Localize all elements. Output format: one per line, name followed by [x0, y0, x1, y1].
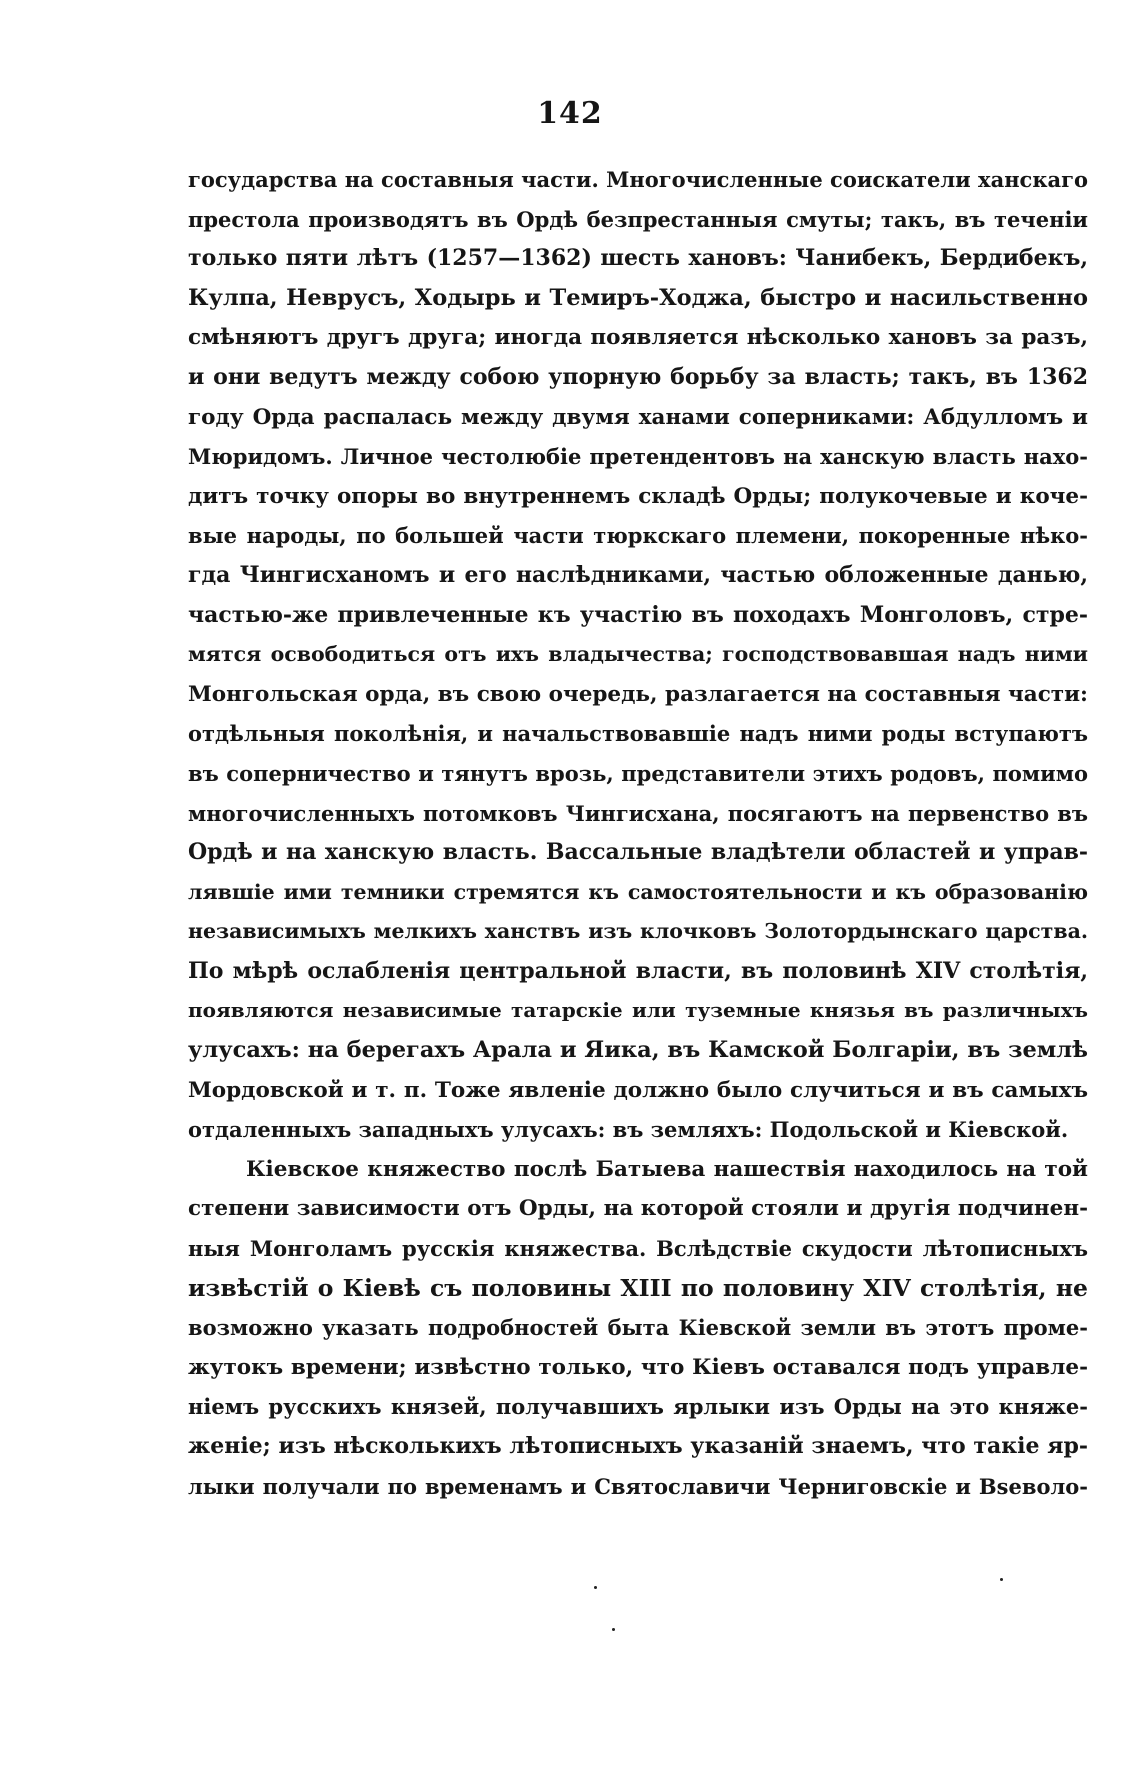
text-line: гда Чингисханомъ и его наслѣдниками, частью обложенные данью, [188, 561, 1088, 588]
ink-speck [594, 1586, 597, 1589]
text-line: въ соперничество и тянутъ врозь, представители этихъ родовъ, помимо [188, 760, 1088, 786]
paragraph-2 [188, 1150, 1088, 1506]
text-line: ніемъ русскихъ князей, получавшихъ ярлыки изъ Орды на это княже- [188, 1394, 1088, 1420]
text-line: По мѣрѣ ослабленія центральной власти, въ половинѣ XIV столѣтія, [188, 957, 1088, 984]
text-line: извѣстій о Кіевѣ съ половины XIII по половину XIV столѣтія, не [188, 1273, 1088, 1302]
text-line: Кіевское княжество послѣ Батыева нашествія находилось на той [246, 1156, 1088, 1182]
text-line: независимыхъ мелкихъ ханствъ изъ клочковъ Золотордынскаго царства. [188, 919, 1088, 944]
text-line: Мюридомъ. Личное честолюбіе претендентовъ на ханскую власть нахо- [188, 444, 1088, 470]
text-line: Кулпа, Неврусъ, Ходырь и Темиръ-Ходжа, быстро и насильственно [188, 284, 1088, 311]
text-line: престола производятъ въ Ордѣ безпрестанныя смуты; такъ, въ теченіи [188, 206, 1088, 232]
text-line: лыки получали по временамъ и Святославичи Черниговскіе и Вsеволо- [188, 1473, 1088, 1499]
text-line: дитъ точку опоры во внутреннемъ складѣ Орды; полукочевые и коче- [188, 483, 1088, 509]
text-line: только пяти лѣтъ (1257—1362) шесть хановъ: Чанибекъ, Бердибекъ, [188, 245, 1088, 272]
ink-speck [612, 1628, 615, 1631]
text-line: женіе; изъ нѣсколькихъ лѣтописныхъ указаній знаемъ, что такіе яр- [188, 1433, 1088, 1459]
text-line: появляются независимые татарскіе или туземные князья въ различныхъ [188, 998, 1088, 1023]
text-line: вые народы, по большей части тюркскаго племени, покоренные нѣко- [188, 523, 1088, 549]
text-line: улусахъ: на берегахъ Арала и Яика, въ Камской Болгаріи, въ землѣ [188, 1037, 1088, 1064]
body-text [188, 160, 1088, 1506]
text-line: Мордовской и т. п. Тоже явленіе должно было случиться и въ самыхъ [188, 1077, 1088, 1103]
text-line: степени зависимости отъ Орды, на которой стояли и другія подчинен- [188, 1196, 1088, 1222]
text-line: многочисленныхъ потомковъ Чингисхана, посягаютъ на первенство въ [188, 800, 1088, 826]
text-line: мятся освободиться отъ ихъ владычества; господствовавшая надъ ними [188, 642, 1088, 667]
text-line: частью-же привлеченные къ участію въ походахъ Монголовъ, стре- [188, 601, 1088, 628]
text-line: жутокъ времени; извѣстно только, что Кіевъ оставался подъ управле- [188, 1354, 1088, 1380]
text-line: смѣняютъ другъ друга; иногда появляется нѣсколько хановъ за разъ, [188, 325, 1088, 351]
ink-speck [1000, 1578, 1003, 1581]
text-line: государства на составныя части. Многочисленные соискатели ханскаго [188, 167, 1088, 192]
paragraph-1 [188, 160, 1088, 1150]
text-line: отдаленныхъ западныхъ улусахъ: въ земляхъ: Подольской и Кіевской. [188, 1117, 1069, 1143]
text-line: и они ведутъ между собою упорную борьбу за власть; такъ, въ 1362 [188, 363, 1088, 390]
text-line: отдѣльныя поколѣнія, и начальствовавшіе надъ ними роды вступаютъ [188, 721, 1088, 747]
text-line: возможно указать подробностей быта Кіевской земли въ этотъ проме- [188, 1315, 1088, 1341]
text-line: году Орда распалась между двумя ханами соперниками: Абдулломъ и [188, 404, 1088, 430]
page-number: 142 [537, 96, 603, 131]
text-line: ныя Монголамъ русскія княжества. Вслѣдствіе скудости лѣтописныхъ [188, 1236, 1088, 1262]
text-line: Монгольская орда, въ свою очередь, разлагается на составныя части: [188, 681, 1088, 707]
text-line: Ордѣ и на ханскую власть. Вассальные владѣтели областей и управ- [188, 839, 1088, 866]
text-line: лявшіе ими темники стремятся къ самостоятельности и къ образованію [188, 879, 1088, 904]
